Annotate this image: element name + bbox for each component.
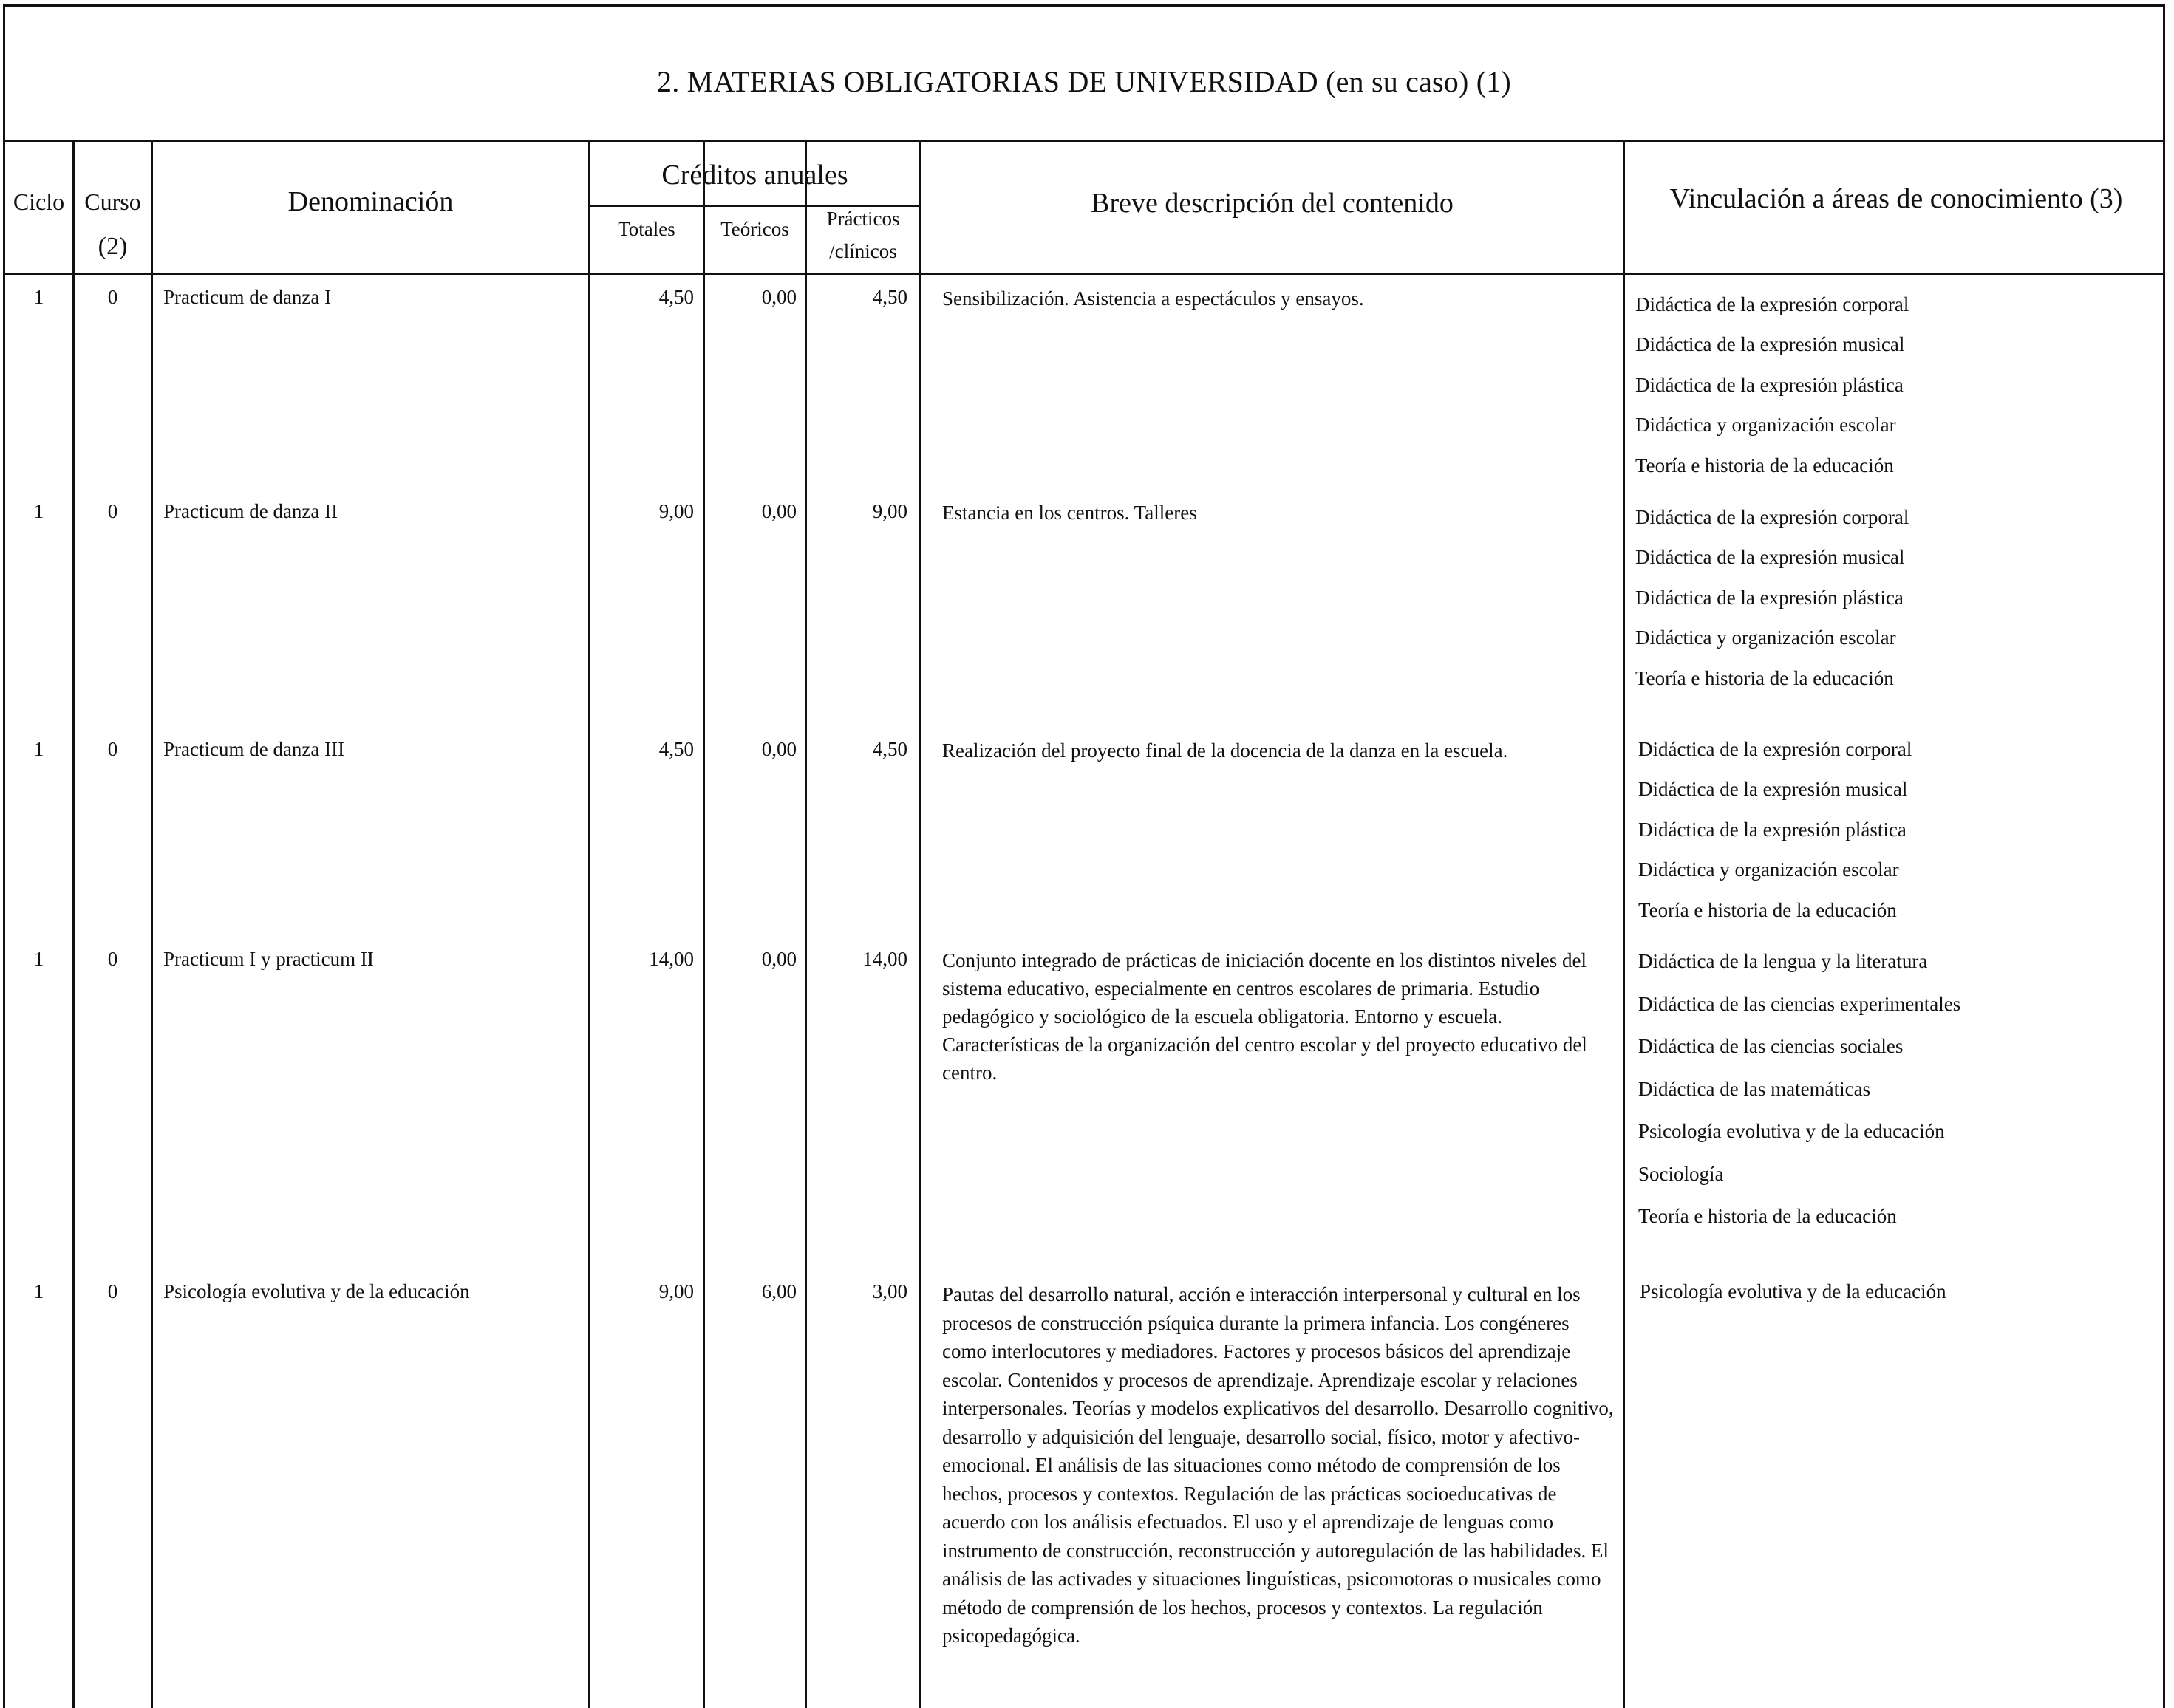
cell-denominacion: Practicum de danza II — [163, 500, 338, 522]
cell-curso: 0 — [107, 500, 118, 522]
column-rule — [805, 142, 807, 1708]
area-item: Didáctica de las ciencias sociales — [1638, 1035, 1904, 1057]
cell-denominacion: Practicum de danza III — [163, 738, 345, 760]
cell-teoricos: 0,00 — [761, 738, 797, 760]
area-item: Teoría e historia de la educación — [1638, 1205, 1897, 1227]
cell-denominacion: Practicum de danza I — [163, 286, 332, 308]
area-item: Didáctica de la expresión musical — [1638, 778, 1908, 801]
cell-descripcion: Estancia en los centros. Talleres — [942, 502, 1197, 524]
cell-practicos: 3,00 — [872, 1280, 907, 1302]
area-item: Teoría e historia de la educación — [1635, 666, 1894, 689]
area-item: Didáctica de la expresión plástica — [1635, 373, 1904, 396]
area-item: Didáctica de la expresión plástica — [1635, 586, 1904, 609]
area-item: Didáctica de las matemáticas — [1638, 1077, 1871, 1100]
title-band — [5, 7, 2163, 142]
header-bottom-rule — [5, 273, 2163, 275]
cell-curso: 0 — [107, 1280, 118, 1302]
header-subrule — [588, 205, 921, 207]
area-item: Psicología evolutiva y de la educación — [1638, 1120, 1945, 1142]
area-item: Didáctica y organización escolar — [1638, 858, 1899, 881]
area-item: Didáctica de la expresión corporal — [1638, 738, 1912, 760]
cell-ciclo: 1 — [33, 948, 44, 970]
cell-ciclo: 1 — [33, 500, 44, 522]
cell-practicos: 14,00 — [862, 948, 907, 970]
cell-practicos: 4,50 — [872, 738, 907, 760]
cell-descripcion: Pautas del desarrollo natural, acción e interacción interpersonal y cultural en los procesos de construcción psíquica durante la primera infancia. Los congéneres como interlocutores y mediadores. Factores y procesos básicos del aprendizaje escolar. Contenidos y procesos de aprendizaje. Aprendizaje escolar y relaciones interpersonales. Teorías y modelos explicativos del desarrollo. Desarrollo cognitivo, desarrollo y adquisición del lenguaje, desarrollo social, físico, motor y afectivo-emocional. El análisis de las situaciones como método de comprensión de los hechos, procesos y contextos. Regulación de las prácticas socioeducativas de acuerdo con los análisis efectuados. El uso y el aprendizaje de lenguas como instrumento de construcción, reconstrucción y autoregulación de las habilidades. El análisis de las activades y situaciones linguísticas, psicomotoras o musicales como método de comprensión de los hechos, procesos y contextos. La regulación psicopedagógica. — [942, 1283, 1614, 1647]
header-curso: Curso — [84, 188, 141, 215]
cell-denominacion: Psicología evolutiva y de la educación — [163, 1280, 470, 1302]
area-item: Teoría e historia de la educación — [1635, 454, 1894, 476]
header-practicos: Prácticos — [826, 208, 900, 230]
area-item: Didáctica de la expresión plástica — [1638, 818, 1906, 841]
cell-totales: 4,50 — [658, 286, 694, 308]
cell-totales: 9,00 — [658, 1280, 694, 1302]
header-practicos-clinicos: /clínicos — [829, 240, 897, 262]
cell-areas — [1638, 940, 1960, 1238]
area-item: Sociología — [1638, 1162, 1724, 1185]
cell-areas — [1638, 729, 1912, 930]
header-curso-note: (2) — [98, 233, 128, 260]
area-item: Didáctica de la expresión corporal — [1635, 506, 1909, 528]
area-item: Didáctica de la expresión musical — [1635, 546, 1905, 569]
header-denominacion: Denominación — [287, 186, 454, 217]
area-item: Didáctica de la expresión corporal — [1635, 293, 1909, 315]
cell-teoricos: 0,00 — [761, 500, 797, 522]
cell-descripcion: Sensibilización. Asistencia a espectáculos y ensayos. — [942, 287, 1364, 310]
cell-areas — [1640, 1271, 1946, 1311]
cell-practicos: 9,00 — [872, 500, 907, 522]
area-item: Didáctica y organización escolar — [1635, 626, 1896, 649]
cell-curso: 0 — [107, 948, 118, 970]
area-item: Teoría e historia de la educación — [1638, 898, 1897, 921]
header-ciclo: Ciclo — [13, 188, 65, 215]
cell-totales: 4,50 — [658, 738, 694, 760]
cell-descripcion: Realización del proyecto final de la docencia de la danza en la escuela. — [942, 739, 1508, 762]
document-page — [3, 4, 2165, 1708]
column-rule — [151, 142, 153, 1708]
cell-practicos: 4,50 — [872, 286, 907, 308]
cell-teoricos: 0,00 — [761, 948, 797, 970]
cell-ciclo: 1 — [33, 1280, 44, 1302]
cell-ciclo: 1 — [33, 286, 44, 308]
area-item: Psicología evolutiva y de la educación — [1640, 1280, 1946, 1302]
column-rule — [919, 142, 921, 1708]
area-item: Didáctica y organización escolar — [1635, 414, 1896, 437]
cell-descripcion: Conjunto integrado de prácticas de iniciación docente en los distintos niveles del sistema educativo, especialmente en centros escolares de primaria. Estudio pedagógico y sociológico de la escuela obligatoria. Entorno y escuela. Características de la organización del centro escolar y del proyecto educativo del centro. — [942, 949, 1587, 1084]
header-descripcion: Breve descripción del contenido — [1091, 188, 1454, 219]
cell-areas — [1635, 497, 1909, 698]
cell-curso: 0 — [107, 286, 118, 308]
cell-curso: 0 — [107, 738, 118, 760]
cell-teoricos: 6,00 — [761, 1280, 797, 1302]
page-title: 2. MATERIAS OBLIGATORIAS DE UNIVERSIDAD (en su caso) (1) — [657, 65, 1511, 98]
cell-ciclo: 1 — [33, 738, 44, 760]
area-item: Didáctica de la expresión musical — [1635, 333, 1905, 356]
area-item: Didáctica de las ciencias experimentales — [1638, 992, 1961, 1015]
cell-totales: 9,00 — [658, 500, 694, 522]
cell-totales: 14,00 — [649, 948, 694, 970]
column-rule — [588, 142, 590, 1708]
header-totales: Totales — [618, 218, 675, 240]
column-rule — [1623, 142, 1625, 1708]
header-creditos: Créditos anuales — [661, 160, 848, 191]
column-rule — [703, 142, 705, 1708]
area-item: Didáctica de la lengua y la literatura — [1638, 950, 1928, 972]
header-teoricos: Teóricos — [720, 218, 789, 240]
cell-denominacion: Practicum I y practicum II — [163, 948, 374, 970]
cell-areas — [1635, 284, 1909, 485]
column-rule — [72, 142, 75, 1708]
header-vinculacion: Vinculación a áreas de conocimiento (3) — [1669, 183, 2123, 214]
cell-teoricos: 0,00 — [761, 286, 797, 308]
